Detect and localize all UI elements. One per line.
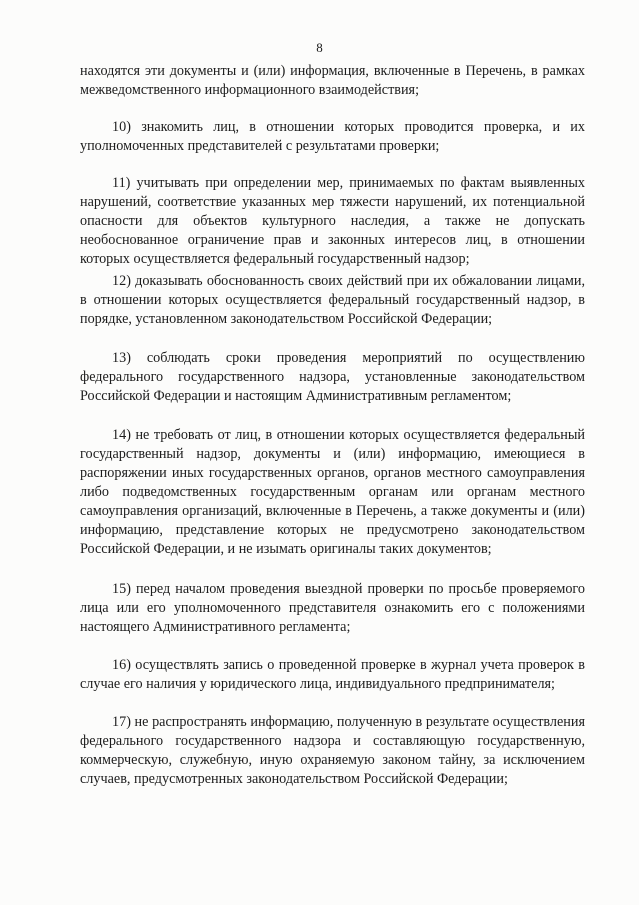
- paragraph-item-11: 11) учитывать при определении мер, принимаемых по фактам выявленных нарушений, соответствие указанных мер тяжести нарушений, их потенциальной опасности для объектов культурного наследия, а также не допускать необоснованное ограничение прав и законных интересов лиц, в отношении которых осуществляется федеральный государственный надзор;: [80, 175, 585, 267]
- paragraph-item-16: 16) осуществлять запись о проведенной проверке в журнал учета проверок в случае его наличия у юридического лица, индивидуального предпринимателя;: [80, 657, 585, 692]
- paragraph-item-15: 15) перед началом проведения выездной проверки по просьбе проверяемого лица или его уполномоченного представителя ознакомить его с положениями настоящего Административного регламента;: [80, 581, 585, 635]
- paragraph-item-17: 17) не распространять информацию, полученную в результате осуществления федерального государственного надзора и составляющую государственную, коммерческую, служебную, иную охраняемую законом тайну, за исключением случаев, предусмотренных законодательством Российской Федерации;: [80, 714, 585, 787]
- paragraph-item-10: 10) знакомить лиц, в отношении которых проводится проверка, и их уполномоченных представителей с результатами проверки;: [80, 119, 585, 154]
- paragraph-continuation: находятся эти документы и (или) информация, включенные в Перечень, в рамках межведомственного информационного взаимодействия;: [80, 63, 585, 98]
- paragraph-item-14: 14) не требовать от лиц, в отношении которых осуществляется федеральный государственный надзор, документы и (или) информацию, имеющиеся в распоряжении иных государственных органов, органов местного самоуправления либо подведомственных государственным органам или органам местного самоуправления организаций, включенные в Перечень, а также документы и (или) информацию, представление которых не предусмотрено законодательством Российской Федерации, и не изымать оригиналы таких документов;: [80, 427, 585, 557]
- paragraph-item-12: 12) доказывать обоснованность своих действий при их обжаловании лицами, в отношении которых осуществляется федеральный государственный надзор, в порядке, установленном законодательством Российской Федерации;: [80, 273, 585, 327]
- page-number: 8: [316, 40, 323, 55]
- paragraph-item-13: 13) соблюдать сроки проведения мероприятий по осуществлению федерального государственного надзора, установленные законодательством Российской Федерации и настоящим Административным регламентом;: [80, 350, 585, 404]
